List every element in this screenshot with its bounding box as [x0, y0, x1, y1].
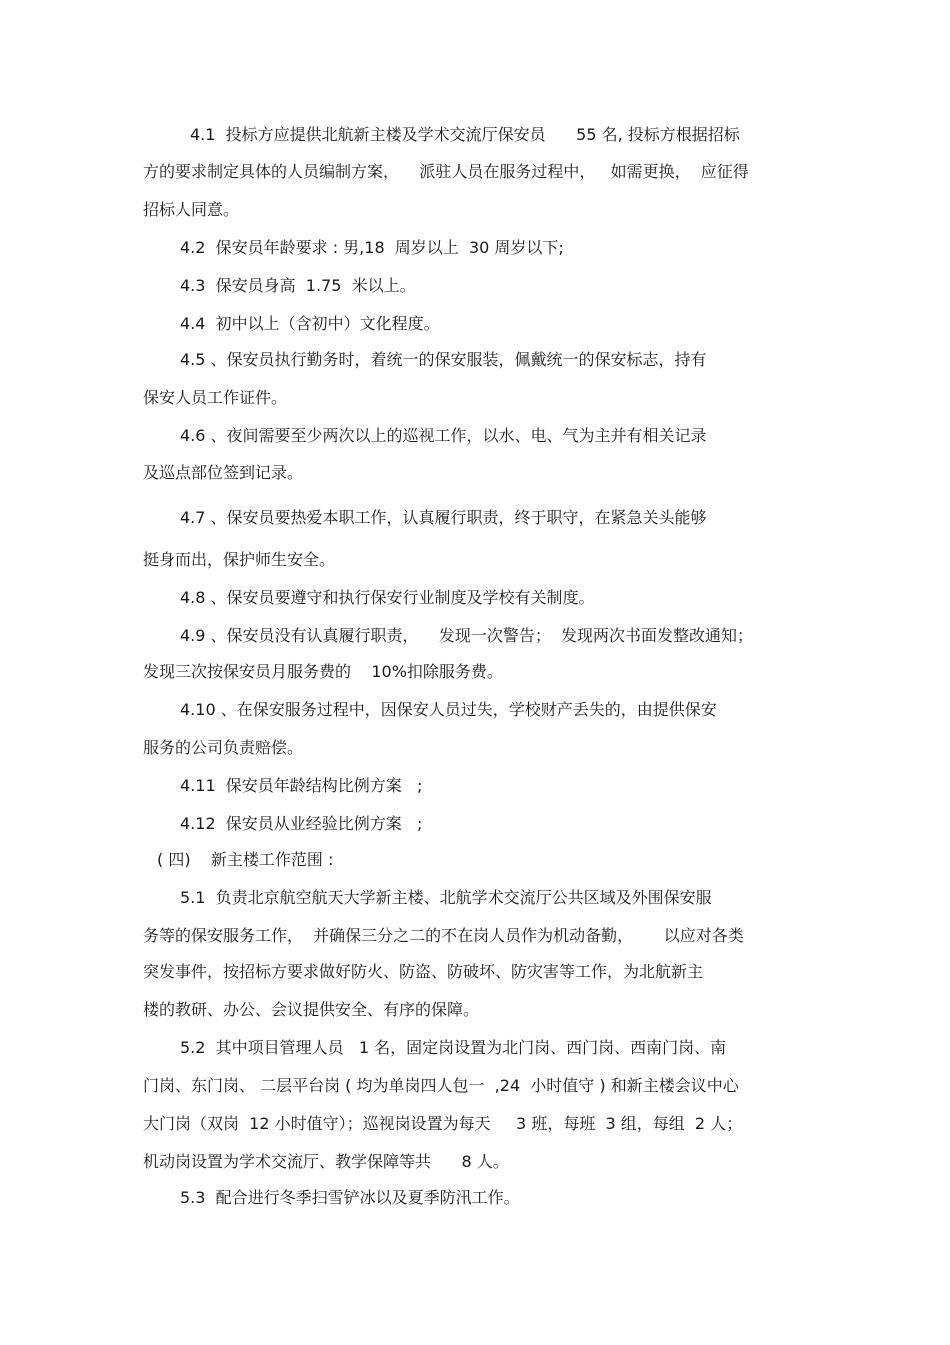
text-line: 4.7 、保安员要热爱本职工作，认真履行职责，终于职守，在紧急关头能够 [180, 508, 707, 527]
section-heading: ( 四) 新主楼工作范围 : [157, 850, 334, 869]
text-line: 突发事件，按招标方要求做好防火、防盗、防破坏、防灾害等工作，为北航新主 [143, 962, 704, 981]
text-line: 挺身而出，保护师生安全。 [143, 550, 336, 569]
text-line: 4.4 初中以上（含初中）文化程度。 [180, 314, 440, 333]
text-line: 4.11 保安员年龄结构比例方案 ; [180, 776, 423, 795]
text-line: 5.3 配合进行冬季扫雪铲冰以及夏季防汛工作。 [180, 1188, 520, 1207]
text-line: 招标人同意。 [143, 200, 240, 219]
text-line: 4.1 投标方应提供北航新主楼及学术交流厅保安员 55 名, 投标方根据招标 [190, 125, 740, 144]
text-line: 4.6 、夜间需要至少两次以上的巡视工作，以水、电、气为主并有相关记录 [180, 426, 707, 445]
text-line: 门岗、东门岗、 二层平台岗 ( 均为单岗四人包一 ,24 小时值守 ) 和新主楼会议中心 [143, 1076, 739, 1095]
text-line: 5.1 负责北京航空航天大学新主楼、北航学术交流厅公共区域及外围保安服 [180, 888, 712, 907]
text-line: 机动岗设置为学术交流厅、教学保障等共 8 人。 [143, 1152, 509, 1171]
text-line: 发现三次按保安员月服务费的 10%扣除服务费。 [143, 662, 503, 681]
text-line: 大门岗（双岗 12 小时值守）；巡视岗设置为每天 3 班，每班 3 组，每组 2 人； [143, 1114, 743, 1133]
text-line: 方的要求制定具体的人员编制方案， 派驻人员在服务过程中， 如需更换， 应征得 [143, 162, 749, 181]
text-line: 4.3 保安员身高 1.75 米以上。 [180, 276, 416, 295]
text-line: 楼的教研、办公、会议提供安全、有序的保障。 [143, 1000, 480, 1019]
text-line: 4.8 、保安员要遵守和执行保安行业制度及学校有关制度。 [180, 588, 595, 607]
text-line: 务等的保安服务工作， 并确保三分之二的不在岗人员作为机动备勤， 以应对各类 [143, 926, 744, 945]
text-line: 服务的公司负责赔偿。 [143, 738, 304, 757]
text-line: 4.9 、保安员没有认真履行职责， 发现一次警告； 发现两次书面发整改通知； [180, 626, 754, 645]
text-line: 5.2 其中项目管理人员 1 名，固定岗设置为北门岗、西门岗、西南门岗、南 [180, 1038, 727, 1057]
text-line: 及巡点部位签到记录。 [143, 463, 304, 482]
text-line: 保安人员工作证件。 [143, 388, 288, 407]
text-line: 4.5 、保安员执行勤务时，着统一的保安服装，佩戴统一的保安标志，持有 [180, 350, 707, 369]
text-line: 4.10 、在保安服务过程中，因保安人员过失，学校财产丢失的，由提供保安 [180, 700, 717, 719]
text-line: 4.12 保安员从业经验比例方案 ; [180, 814, 423, 833]
text-line: 4.2 保安员年龄要求 : 男,18 周岁以上 30 周岁以下; [180, 238, 564, 257]
